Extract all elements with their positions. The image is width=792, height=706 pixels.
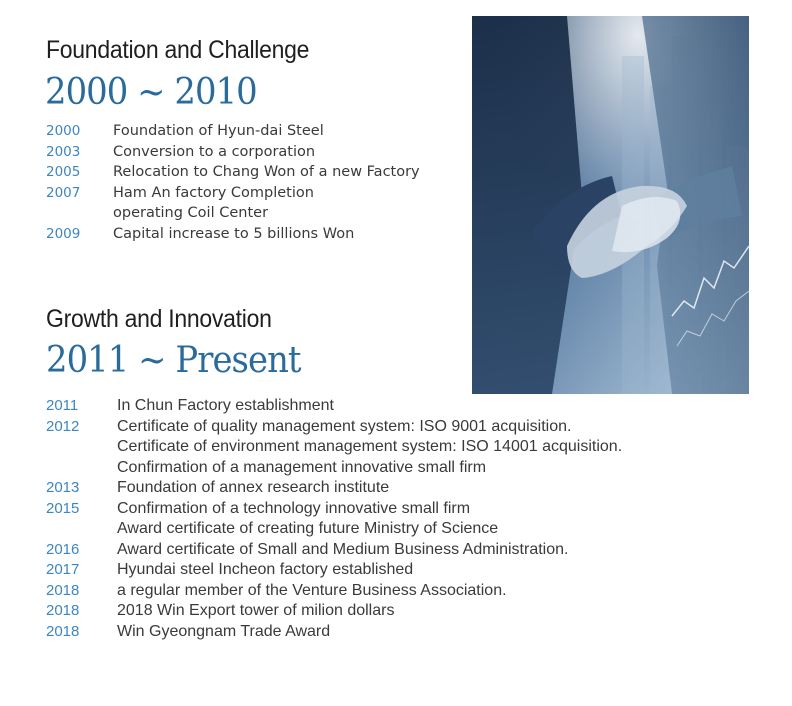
- timeline-description: Conversion to a corporation: [113, 143, 316, 160]
- timeline-entry: [46, 203, 420, 224]
- timeline-year: 2011: [46, 397, 79, 414]
- section-heading: Foundation and Challenge: [46, 36, 310, 64]
- timeline-entry: [46, 540, 622, 561]
- timeline-description: Relocation to Chang Won of a new Factory: [113, 164, 420, 180]
- timeline-description: Foundation of annex research institute: [117, 479, 390, 496]
- timeline-description: Ham An factory Completion: [113, 184, 314, 201]
- timeline-year: [46, 519, 117, 540]
- timeline-description: Hyundai steel Incheon factory established: [117, 561, 414, 578]
- timeline-year: 2015: [46, 499, 80, 517]
- timeline-description: a regular member of the Venture Business Association.: [117, 581, 507, 599]
- timeline-entry: [46, 519, 622, 540]
- timeline-year: [46, 437, 117, 458]
- timeline-year: 2018: [46, 602, 80, 619]
- timeline-entry: [46, 224, 420, 245]
- timeline-description: In Chun Factory establishment: [117, 397, 334, 414]
- timeline-list: [46, 396, 622, 642]
- timeline-description: 2018 Win Export tower of milion dollars: [117, 602, 395, 619]
- section-heading: Growth and Innovation: [46, 305, 272, 333]
- timeline-description: Certificate of environment management system: ISO 14001 acquisition.: [117, 438, 623, 455]
- timeline-entry: [46, 601, 622, 622]
- timeline-description: Confirmation of a management innovative small firm: [117, 458, 487, 476]
- timeline-year: 2005: [46, 164, 81, 180]
- section-year-range: 2011 ~ Present: [46, 340, 301, 381]
- handshake-photo: [472, 16, 749, 394]
- timeline-entry: [46, 478, 622, 499]
- timeline-description: Award certificate of creating future Ministry of Science: [117, 520, 499, 537]
- timeline-year: 2000: [46, 123, 81, 139]
- timeline-entry: [46, 417, 622, 438]
- timeline-description: Certificate of quality management system: ISO 9001 acquisition.: [117, 417, 572, 435]
- timeline-description: Capital increase to 5 billions Won: [113, 225, 355, 242]
- timeline-entry: [46, 396, 622, 417]
- timeline-entry: [46, 162, 420, 183]
- timeline-year: 2009: [46, 225, 81, 242]
- timeline-year: 2012: [46, 417, 80, 435]
- section-year-range: 2000 ~ 2010: [45, 72, 257, 113]
- timeline-year: [46, 458, 117, 479]
- timeline-year: 2018: [46, 622, 80, 640]
- timeline-entry: [46, 142, 420, 163]
- timeline-entry: [46, 581, 622, 602]
- timeline-entry: [46, 622, 622, 643]
- timeline-entry: [46, 458, 622, 479]
- timeline-description: Confirmation of a technology innovative small firm: [117, 499, 471, 517]
- timeline-year: 2013: [46, 479, 80, 496]
- timeline-entry: [46, 121, 420, 142]
- timeline-entry: [46, 437, 622, 458]
- timeline-year: 2016: [46, 540, 80, 558]
- timeline-description: Foundation of Hyun-dai Steel: [113, 123, 324, 139]
- timeline-entry: [46, 183, 420, 204]
- timeline-description: Award certificate of Small and Medium Business Administration.: [117, 540, 569, 558]
- timeline-entry: [46, 499, 622, 520]
- timeline-year: 2003: [46, 143, 81, 160]
- timeline-list: [46, 121, 420, 244]
- timeline-description: Win Gyeongnam Trade Award: [117, 622, 331, 640]
- timeline-year: 2007: [46, 184, 81, 201]
- timeline-description: operating Coil Center: [113, 205, 269, 221]
- timeline-entry: [46, 560, 622, 581]
- timeline-year: [46, 203, 113, 224]
- timeline-year: 2017: [46, 561, 80, 578]
- timeline-year: 2018: [46, 581, 80, 599]
